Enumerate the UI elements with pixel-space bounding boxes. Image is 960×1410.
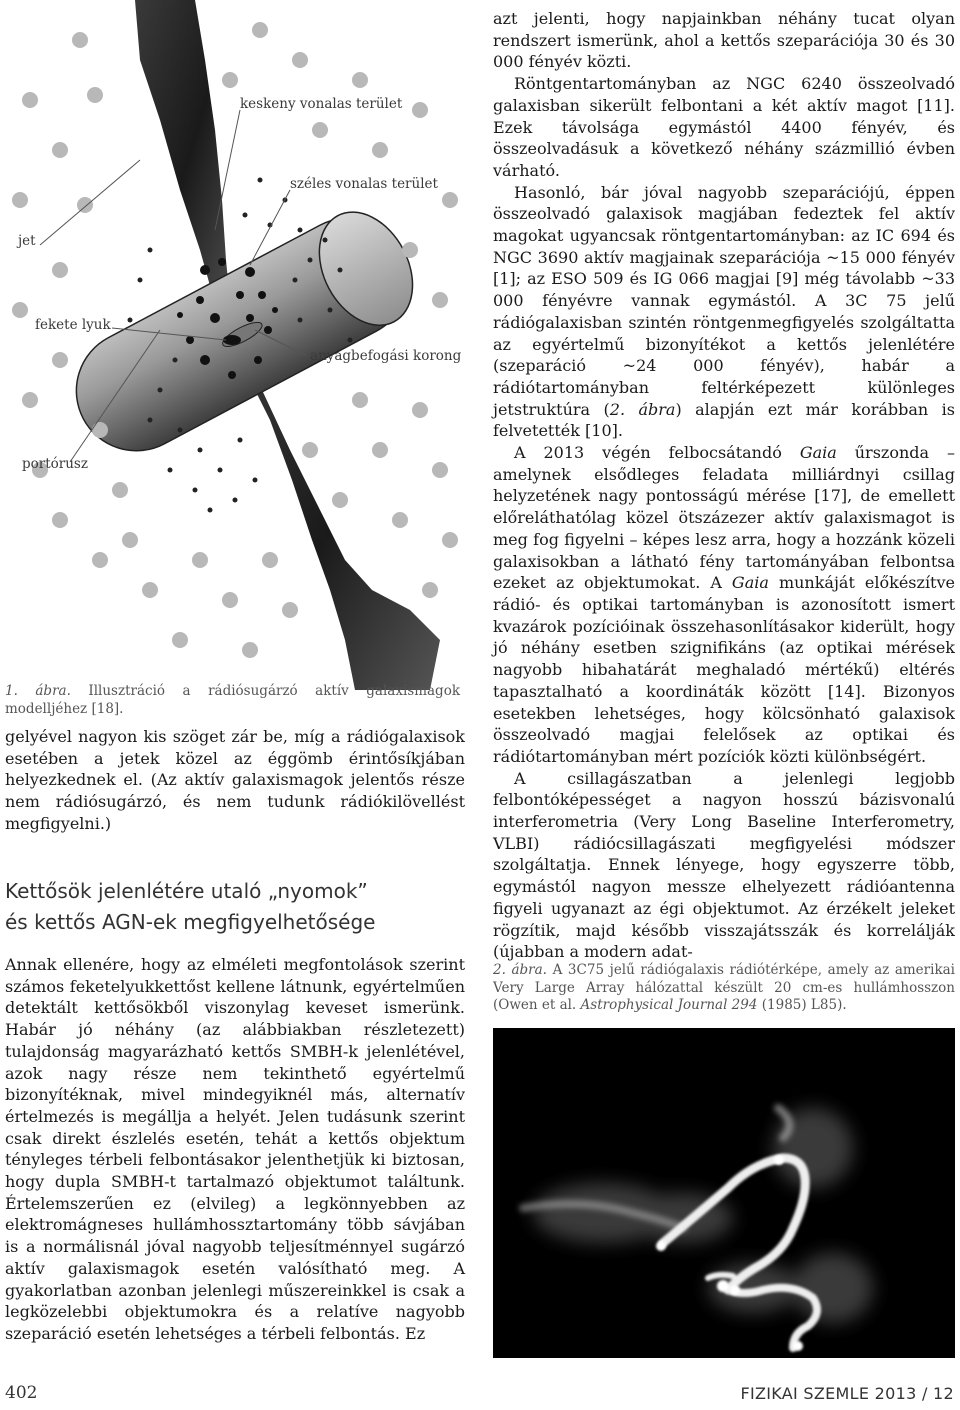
- figure-2-caption: 2. ábra. A 3C75 jelű rádiógalaxis rádiótérképe, amely az amerikai Very Large Array hálózattal készült 20 cm-es hullámhosszon (Owen et al. Astrophysical Journal 294 (1985) L85).: [493, 962, 955, 1013]
- agn-model-illustration: [0, 0, 475, 690]
- journal-citation: Astrophysical Journal 294: [580, 997, 758, 1013]
- figure-1-caption-text: Illusztráció a rádiósugárzó aktív galaxismagok modelljéhez [18].: [5, 683, 461, 717]
- figure-1-number: 1. ábra.: [5, 683, 71, 699]
- gaia-name-1: Gaia: [799, 443, 837, 463]
- left-column-para-1: [5, 726, 465, 835]
- label-jet: jet: [18, 233, 36, 249]
- right-para-2: Röntgentartományban az NGC 6240 összeolvadó galaxisban sikerült felbontani a két aktív magot [11]. Ezek távolsága egymástól 4400 fényév, és összeolvadásuk a következő néhány százmillió évben várható.: [493, 74, 955, 180]
- label-black-hole: fekete lyuk: [35, 317, 111, 333]
- left-para-2-text: Annak ellenére, hogy az elméleti megfontolások szerint számos feketelyukkettőst kellene látnunk, egyértelműen detektált kettősökből viszonylag keveset ismerünk. Habár jó néhány (az alábbiakban részletezett) tulajdonság magyarázható kettős SMBH-k jelenlétével, azok nagy része nem tekinthető egyértelmű bizonyítéknak, mivel mindegyiknél más, alternatív értelmezés is megállja a helyét. Jelen tudásunk szerint csak direkt észlelés esetén, tehát a kettős objektum tényleges térbeli felbontásakor jelenthetjük ki biztosan, hogy dupla SMBH-t tartalmazó objektumot találtunk. Értelemszerűen ez (elvileg) a legkönnyebben az elektromágneses hullámhossztartomány több sávjában is a normálisnál jóval nagyobb teljesítménnyel sugárzó aktív galaxismagok esetén valósítható meg. A gyakorlatban azonban jelenlegi műszereinkkel is csak a legközelebbi objektumokra és a relatíve nagyobb szeparáció esetén lehetséges a térbeli felbontás. Ez: [5, 955, 465, 1343]
- right-para-1: azt jelenti, hogy napjainkban néhány tucat olyan rendszert ismerünk, ahol a kettős szeparációja 30 és 30 000 fényév közti.: [493, 9, 955, 72]
- right-para-4: A 2013 végén felbocsátandó Gaia űrszonda – amelynek elsődleges feladata milliárdnyi csillag helyzetének nagy pontosságú mérése [17], de emellett előreláthatólag közel ötszázezer aktív galaxismagot is meg fog figyelni – képes lesz arra, hogy a hozzánk közeli galaxisokban a látható fény tartományában felbontsa ezeket az objektumokat. A Gaia munkáját előkészítve rádió- és optikai tartományban is azonosított ismert kvazárok pozícióinak összehasonlításakor kiderült, hogy jó néhány esetben szignifikáns (az optikai mérések nagyobb hibahatárát meghaladó mértékű) eltérés tapasztalható a koordináták között [14]. Bizonyos esetekben lehetséges, hogy kölcsönható galaxisok összeolvadó magjai felelősek az optikai és rádiótartományban mért pozíciók közti különbségért.: [493, 443, 955, 766]
- radio-map-image: [493, 1028, 955, 1358]
- page-number: 402: [5, 1383, 38, 1403]
- section-heading-line-1: Kettősök jelenlétére utaló „nyomok”: [5, 879, 368, 903]
- figure-2-caption-text: A 3C75 jelű rádiógalaxis rádiótérképe, amely az amerikai Very Large Array hálózattal készült 20 cm-es hullámhosszon (Owen et al.: [493, 962, 955, 1013]
- lower-jet: [236, 340, 440, 690]
- figure-1-caption: [5, 683, 460, 718]
- left-column-para-2: [5, 954, 465, 1345]
- figure-2-reference: 2. ábra: [609, 399, 676, 419]
- label-accretion-disk: anyagbefogási korong: [310, 348, 462, 364]
- section-heading: [5, 876, 465, 938]
- label-narrow-line-region: keskeny vonalas terület: [240, 96, 403, 112]
- label-broad-line-region: széles vonalas terület: [290, 176, 438, 192]
- figure-2-radio-map: [493, 1028, 955, 1358]
- figure-2-number: 2. ábra.: [493, 962, 547, 978]
- gaia-name-2: Gaia: [731, 573, 769, 593]
- right-para-3: Hasonló, bár jóval nagyobb szeparációjú, éppen összeolvadó galaxisok magjában fedeztek fel aktív magokat ugyancsak röntgentartományban: az IC 694 és NGC 3690 aktív magjainak szeparációja ~15 000 fényév [1]; az ESO 509 és IG 066 magjai [9] még távolabb ~33 000 fényévre vannak egymástól. A 3C 75 jelű rádiógalaxisban szintén röntgenmegfigyelés szolgáltatta az egyértelmű bizonyítékot a kettős jelenlétére (szeparáció ~24 000 fényév), habár a rádiótartományban feltérképezett különleges jetstruktúra (2. ábra) alapján ezt már korábban is felvetették [10].: [493, 182, 956, 441]
- torus: [55, 196, 431, 472]
- journal-footer: FIZIKAI SZEMLE 2013 / 12: [740, 1384, 954, 1403]
- figure-1: [0, 0, 475, 690]
- right-column-text: [493, 8, 955, 963]
- label-torus: portórusz: [22, 456, 88, 472]
- left-para-1-text: gelyével nagyon kis szöget zár be, míg a rádiógalaxisok esetében a jetek közel az éggömb érintősíkjában helyezkednek el. (Az aktív galaxismagok jelentős része nem rádiósugárzó, és nem tudunk rádiókilövellést megfigyelni.): [5, 727, 465, 833]
- right-para-5: A csillagászatban a jelenlegi legjobb felbontóképességet a nagyon hosszú bázisvonalú interferometria (Very Long Baseline Interferometry, VLBI) rádiócsillagászati megfigyelési módszer szolgáltatja. Ennek lényege, hogy egyszerre több, egymástól nagyon messze elhelyezett rádióantenna figyeli ugyanazt az égi objektumot. Az érzékelt jeleket rögzítik, majd később visszajátsszák és korrelálják (újabban a modern adat-: [493, 768, 955, 962]
- section-heading-line-2: és kettős AGN-ek megfigyelhetősége: [5, 910, 376, 934]
